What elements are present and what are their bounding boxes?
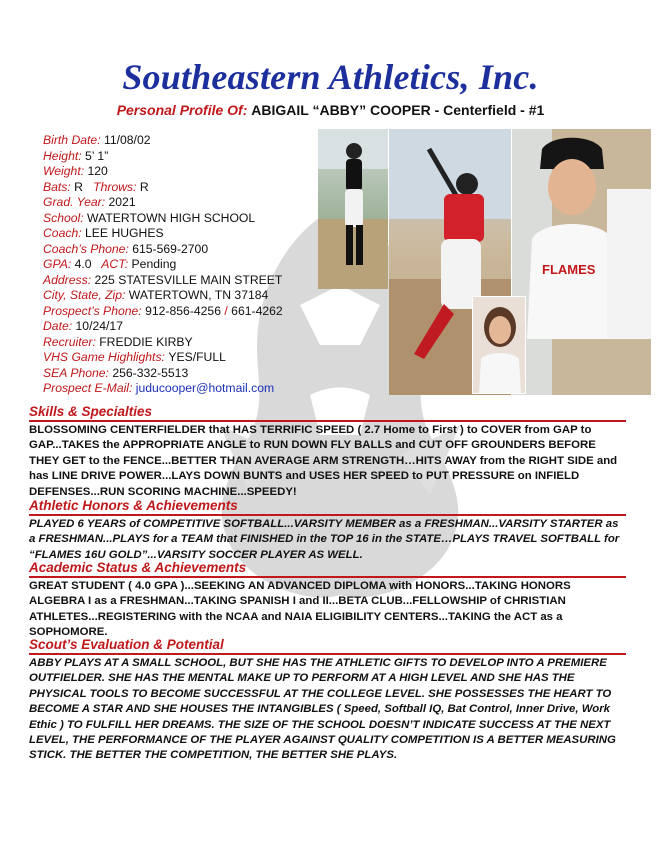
info-address: Address: 225 STATESVILLE MAIN STREET bbox=[43, 272, 283, 287]
section-body: GREAT STUDENT ( 4.0 GPA )...SEEKING AN ADVANCED DIPLOMA with HONORS...TAKING HONORS ALGEBRA I as a FRESHMAN...TAKING SPANISH I and II...BETA CLUB...FELLOWSHIP of CHRISTIAN ATHLETES...REGISTERING with the NCAA and NAIA ELIGIBILITY CENTERS...TAKING the ACT as a SOPHOMORE. bbox=[29, 580, 571, 639]
info-date: Date: 10/24/17 bbox=[43, 319, 123, 333]
section-title: Skills & Specialties bbox=[29, 404, 626, 422]
info-coach-phone: Coach’s Phone: 615-569-2700 bbox=[43, 241, 209, 256]
email-link[interactable]: juducooper@hotmail.com bbox=[135, 381, 275, 395]
section-body: ABBY PLAYS AT A SMALL SCHOOL, BUT SHE HAS THE ATHLETIC GIFTS TO DEVELOP INTO A PREMIERE OUTFIELDER. SHE HAS THE MENTAL MAKE UP TO PERFORM AT A HIGH LEVEL AND SHE HAS THE PHYSICAL TOOLS TO BECOME SUCCESSFUL AT THE COLLEGE LEVEL. SHE POSSESSES THE HEART TO BECOME A STAR AND SHE HOUSES THE INTANGIBLES ( Speed, Softball IQ, Bat Control, Inner Drive, Work Ethic ) TO FULFILL HER DREAMS. THE SIZE OF THE SCHOOL DOESN’T INDICATE SUCCESS AT THE NEXT LEVEL, THE PERFORMANCE OF THE PLAYER AGAINST QUALITY COMPETITION IS A BETTER MEASURING STICK. THE BETTER THE COMPETITION, THE BETTER SHE PLAYS. bbox=[29, 657, 616, 762]
player-photo-fielding bbox=[318, 129, 388, 289]
info-prospect-phone: Prospect’s Phone: 912-856-4256 / 661-4262 bbox=[43, 303, 283, 318]
section-body: BLOSSOMING CENTERFIELDER that HAS TERRIFIC SPEED ( 2.7 Home to First ) to COVER from GAP to GAP...TAKES the APPROPRIATE ANGLE to RUN DOWN FLY BALLS and CUT OFF GROUNDERS BEFORE THEY GET to the FENCE...BETTER THAN AVERAGE ARM STRENGTH…HITS AWAY from the RIGHT SIDE and has LINE DRIVE POWER...LAYS DOWN BUNTS and USES HER SPEED to PUT PRESSURE on INFIELD DEFENSES...RUN SCORING MACHINE...SPEEDY! bbox=[29, 424, 618, 498]
info-school: School: WATERTOWN HIGH SCHOOL bbox=[43, 210, 256, 225]
info-grad-year: Grad. Year: 2021 bbox=[43, 195, 136, 209]
jersey-text: FLAMES bbox=[542, 262, 596, 277]
player-photo-portrait bbox=[512, 129, 651, 395]
player-headshot bbox=[472, 296, 526, 394]
info-weight: Weight: 120 bbox=[43, 164, 108, 178]
athlete-name: ABIGAIL “ABBY” COOPER - Centerfield - #1 bbox=[251, 102, 545, 118]
section-title: Academic Status & Achievements bbox=[29, 560, 626, 578]
info-city-state-zip: City, State, Zip: WATERTOWN, TN 37184 bbox=[43, 288, 269, 302]
section-title: Athletic Honors & Achievements bbox=[29, 498, 626, 516]
info-gpa-act: GPA: 4.0 ACT: Pending bbox=[43, 257, 177, 271]
info-sea-phone: SEA Phone: 256-332-5513 bbox=[43, 365, 189, 380]
profile-heading bbox=[0, 102, 661, 118]
info-prospect-email: Prospect E-Mail: juducooper@hotmail.com bbox=[43, 381, 275, 395]
info-birth-date: Birth Date: 11/08/02 bbox=[43, 133, 151, 147]
section-title: Scout’s Evaluation & Potential bbox=[29, 637, 626, 655]
company-title: Southeastern Athletics, Inc. bbox=[122, 57, 539, 97]
info-vhs-highlights: VHS Game Highlights: YES/FULL bbox=[43, 350, 226, 364]
section-scout-evaluation bbox=[29, 637, 626, 764]
section-body: PLAYED 6 YEARS of COMPETITIVE SOFTBALL...VARSITY MEMBER as a FRESHMAN...VARSITY STARTER as a FRESHMAN...PLAYS for a TEAM that FINISHED in the TOP 16 in the STATE…PLAYS TRAVEL SOFTBALL for “FLAMES 16U GOLD”...VARSITY SOCCER PLAYER AS WELL. bbox=[29, 518, 620, 561]
info-bats-throws: Bats: R Throws: R bbox=[43, 179, 149, 194]
info-coach: Coach: LEE HUGHES bbox=[43, 226, 164, 240]
section-academic-status bbox=[29, 560, 626, 641]
profile-label: Personal Profile Of: bbox=[116, 102, 248, 118]
section-athletic-honors bbox=[29, 498, 626, 563]
info-height: Height: 5’ 1” bbox=[43, 148, 109, 163]
athlete-info-list bbox=[43, 133, 333, 397]
section-skills bbox=[29, 404, 626, 500]
info-recruiter: Recruiter: FREDDIE KIRBY bbox=[43, 334, 193, 349]
